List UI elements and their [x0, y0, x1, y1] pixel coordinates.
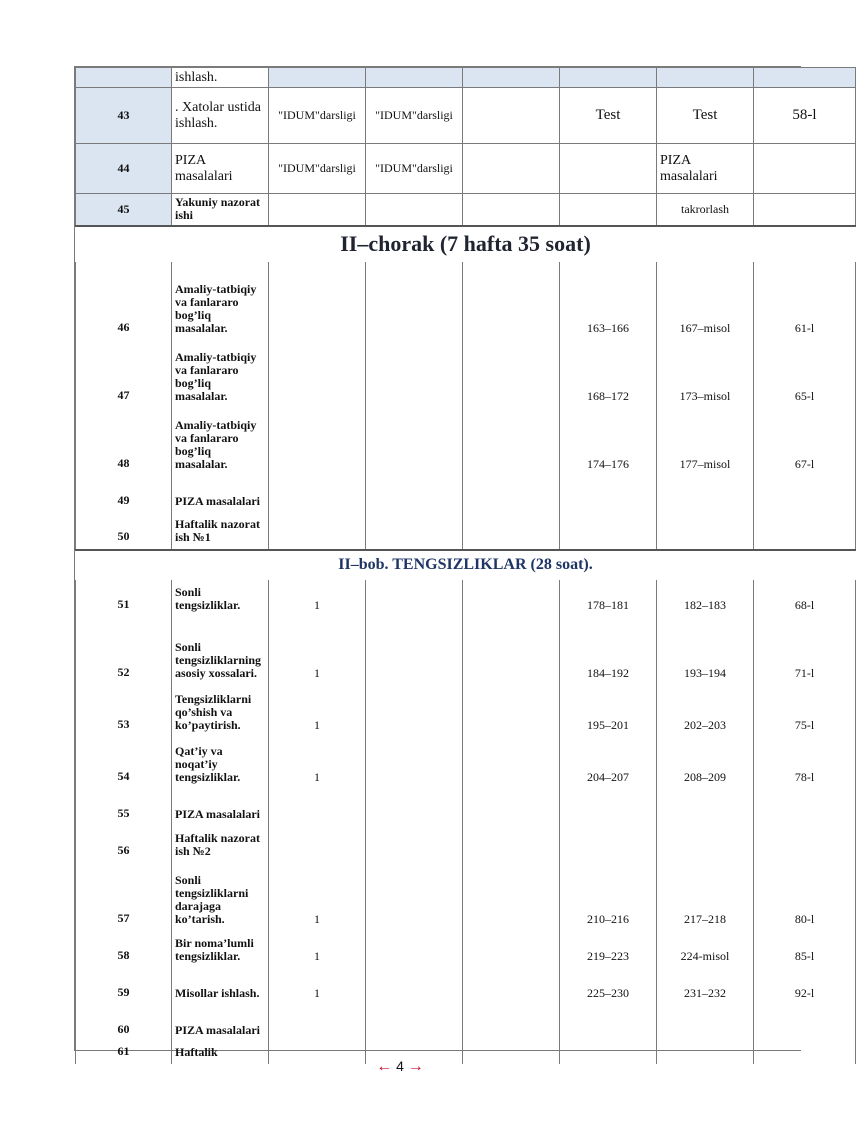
cell-empty: [366, 513, 463, 550]
cell-empty: [366, 408, 463, 476]
cell-ex: [560, 789, 657, 826]
cell-empty: [463, 789, 560, 826]
cell-empty: [463, 580, 560, 617]
cell-num: 53: [76, 685, 172, 737]
cell-hours: [269, 476, 366, 513]
cell-ex: [560, 476, 657, 513]
cell-c7: 58-l: [754, 88, 856, 144]
cell-hw: [657, 476, 754, 513]
lesson-plan-table: [74, 66, 817, 1060]
cell-empty: [366, 340, 463, 408]
cell-page: 65-l: [754, 340, 856, 408]
cell-page: 85-l: [754, 931, 856, 968]
cell-empty: [366, 968, 463, 1005]
table-row: [76, 580, 856, 617]
cell-topic: Sonli tengsizliklar.: [172, 580, 269, 617]
section-header-row: [76, 226, 856, 262]
chapter: II–bob. TENGSIZLIKLAR (28 soat).: [76, 550, 856, 580]
cell-empty: [366, 789, 463, 826]
cell-num: 55: [76, 789, 172, 826]
table-row: [76, 408, 856, 476]
next-page-arrow[interactable]: →: [407, 1058, 424, 1075]
cell-hw: 208–209: [657, 737, 754, 789]
cell-num: 49: [76, 476, 172, 513]
cell-topic: ishlash.: [172, 68, 269, 88]
cell-num: 43: [76, 88, 172, 144]
cell-hours: 1: [269, 863, 366, 931]
cell-ex: 210–216: [560, 863, 657, 931]
cell-ex: 168–172: [560, 340, 657, 408]
cell-empty: [463, 476, 560, 513]
page-number: 4: [396, 1058, 404, 1074]
cell-hw: 217–218: [657, 863, 754, 931]
cell-c6: takrorlash: [657, 194, 754, 226]
cell-page: 75-l: [754, 685, 856, 737]
cell-num: 50: [76, 513, 172, 550]
quarter: II–chorak (7 hafta 35 soat): [76, 226, 856, 262]
cell-empty: [463, 408, 560, 476]
cell-num: 60: [76, 1005, 172, 1042]
cell-c7: [754, 194, 856, 226]
cell-page: 61-l: [754, 262, 856, 340]
cell-ex: [560, 826, 657, 863]
cell-ex: 204–207: [560, 737, 657, 789]
cell-hours: [269, 1005, 366, 1042]
cell-hw: [657, 826, 754, 863]
cell-empty: [463, 617, 560, 685]
table-row: [76, 513, 856, 550]
cell-topic: Haftalik: [172, 1042, 269, 1064]
cell-page: 78-l: [754, 737, 856, 789]
cell-topic: Haftalik nazorat ish №2: [172, 826, 269, 863]
cell-empty: [463, 737, 560, 789]
cell-hours: [269, 789, 366, 826]
table-row: [76, 144, 856, 194]
cell-hw: 177–misol: [657, 408, 754, 476]
section-header-row: [76, 550, 856, 580]
cell-topic: Bir noma’lumli tengsizliklar.: [172, 931, 269, 968]
table-row: [76, 931, 856, 968]
cell-ex: 178–181: [560, 580, 657, 617]
cell-empty: [366, 826, 463, 863]
cell-num: 58: [76, 931, 172, 968]
cell-page: 68-l: [754, 580, 856, 617]
cell-hours: 1: [269, 737, 366, 789]
cell-empty: [463, 826, 560, 863]
cell-empty: [366, 931, 463, 968]
cell-num: [76, 68, 172, 88]
cell-empty: [463, 1005, 560, 1042]
cell-c5: [560, 194, 657, 226]
cell-empty: [463, 262, 560, 340]
cell-topic: Misollar ishlash.: [172, 968, 269, 1005]
cell-hours: 1: [269, 968, 366, 1005]
cell-hours: 1: [269, 617, 366, 685]
cell-page: 92-l: [754, 968, 856, 1005]
cell-num: 48: [76, 408, 172, 476]
table-row: [76, 737, 856, 789]
cell-empty: [366, 262, 463, 340]
cell-c3: "IDUM"darsligi: [366, 88, 463, 144]
cell-empty: [463, 863, 560, 931]
cell-c7: [754, 144, 856, 194]
cell-ex: 174–176: [560, 408, 657, 476]
cell-c2: [269, 194, 366, 226]
cell-num: 54: [76, 737, 172, 789]
table-row: [76, 863, 856, 931]
cell-hw: [657, 789, 754, 826]
cell-c6: [657, 68, 754, 88]
cell-topic: PIZA masalalari: [172, 1005, 269, 1042]
cell-c4: [463, 68, 560, 88]
cell-empty: [463, 931, 560, 968]
table-row: [76, 476, 856, 513]
lesson-table: [75, 67, 856, 1064]
cell-c2: "IDUM"darsligi: [269, 88, 366, 144]
table-row: [76, 194, 856, 226]
cell-hw: 193–194: [657, 617, 754, 685]
cell-hours: 1: [269, 931, 366, 968]
cell-num: 44: [76, 144, 172, 194]
cell-hw: 202–203: [657, 685, 754, 737]
cell-topic: PIZA masalalari: [172, 476, 269, 513]
cell-c2: [269, 68, 366, 88]
cell-num: 46: [76, 262, 172, 340]
cell-num: 47: [76, 340, 172, 408]
cell-hours: [269, 262, 366, 340]
cell-c6: Test: [657, 88, 754, 144]
cell-empty: [366, 685, 463, 737]
cell-hw: [657, 513, 754, 550]
cell-ex: [560, 513, 657, 550]
cell-topic: Haftalik nazorat ish №1: [172, 513, 269, 550]
cell-c4: [463, 144, 560, 194]
cell-ex: 163–166: [560, 262, 657, 340]
cell-page: [754, 1005, 856, 1042]
cell-hw: [657, 1005, 754, 1042]
table-row: [76, 340, 856, 408]
table-row: [76, 826, 856, 863]
cell-empty: [366, 617, 463, 685]
cell-topic: PIZA masalalari: [172, 789, 269, 826]
cell-num: 56: [76, 826, 172, 863]
cell-c4: [463, 88, 560, 144]
cell-empty: [366, 863, 463, 931]
cell-ex: 184–192: [560, 617, 657, 685]
cell-topic: PIZA masalalari: [172, 144, 269, 194]
cell-hours: 1: [269, 685, 366, 737]
cell-num: 52: [76, 617, 172, 685]
table-row: [76, 68, 856, 88]
table-row: [76, 1005, 856, 1042]
cell-c3: [366, 194, 463, 226]
cell-page: 67-l: [754, 408, 856, 476]
cell-ex: 195–201: [560, 685, 657, 737]
cell-topic: Sonli tengsizliklarni darajaga ko’tarish.: [172, 863, 269, 931]
cell-hw: 173–misol: [657, 340, 754, 408]
cell-hours: [269, 826, 366, 863]
cell-hw: 224-misol: [657, 931, 754, 968]
cell-empty: [463, 968, 560, 1005]
cell-c2: "IDUM"darsligi: [269, 144, 366, 194]
cell-c5: Test: [560, 88, 657, 144]
cell-c5: [560, 144, 657, 194]
cell-empty: [463, 513, 560, 550]
cell-page: [754, 789, 856, 826]
table-row: [76, 88, 856, 144]
cell-topic: Tengsizliklarni qo’shish va ko’paytirish.: [172, 685, 269, 737]
page-footer: [0, 1058, 800, 1076]
cell-topic: Amaliy-tatbiqiy va fanlararo bog’liq masalalar.: [172, 262, 269, 340]
cell-ex: 225–230: [560, 968, 657, 1005]
cell-c6: PIZA masalalari: [657, 144, 754, 194]
cell-topic: Sonli tengsizliklarning asosiy xossalari.: [172, 617, 269, 685]
cell-topic: . Xatolar ustida ishlash.: [172, 88, 269, 144]
cell-ex: [560, 1005, 657, 1042]
table-row: [76, 262, 856, 340]
cell-page: [754, 826, 856, 863]
cell-topic: Amaliy-tatbiqiy va fanlararo bog’liq masalalar.: [172, 340, 269, 408]
cell-c7: [754, 68, 856, 88]
prev-page-arrow[interactable]: ←: [376, 1058, 393, 1075]
cell-num: 45: [76, 194, 172, 226]
cell-c5: [560, 68, 657, 88]
cell-empty: [366, 476, 463, 513]
cell-hw: 182–183: [657, 580, 754, 617]
cell-num: 61: [76, 1042, 172, 1064]
table-row: [76, 617, 856, 685]
cell-num: 57: [76, 863, 172, 931]
cell-topic: Qat’iy va noqat’iy tengsizliklar.: [172, 737, 269, 789]
cell-empty: [366, 737, 463, 789]
cell-page: [754, 476, 856, 513]
cell-hours: [269, 340, 366, 408]
cell-hours: [269, 513, 366, 550]
cell-empty: [366, 1005, 463, 1042]
cell-num: 51: [76, 580, 172, 617]
table-row: [76, 789, 856, 826]
cell-hours: [269, 408, 366, 476]
cell-hours: 1: [269, 580, 366, 617]
cell-empty: [463, 685, 560, 737]
cell-hw: 231–232: [657, 968, 754, 1005]
cell-page: 71-l: [754, 617, 856, 685]
cell-empty: [463, 340, 560, 408]
cell-topic: Yakuniy nazorat ishi: [172, 194, 269, 226]
cell-page: 80-l: [754, 863, 856, 931]
cell-c4: [463, 194, 560, 226]
table-row: [76, 968, 856, 1005]
cell-hw: 167–misol: [657, 262, 754, 340]
cell-empty: [366, 580, 463, 617]
cell-c3: [366, 68, 463, 88]
cell-topic: Amaliy-tatbiqiy va fanlararo bog’liq masalalar.: [172, 408, 269, 476]
table-row: [76, 685, 856, 737]
cell-page: [754, 513, 856, 550]
cell-c3: "IDUM"darsligi: [366, 144, 463, 194]
cell-num: 59: [76, 968, 172, 1005]
cell-ex: 219–223: [560, 931, 657, 968]
